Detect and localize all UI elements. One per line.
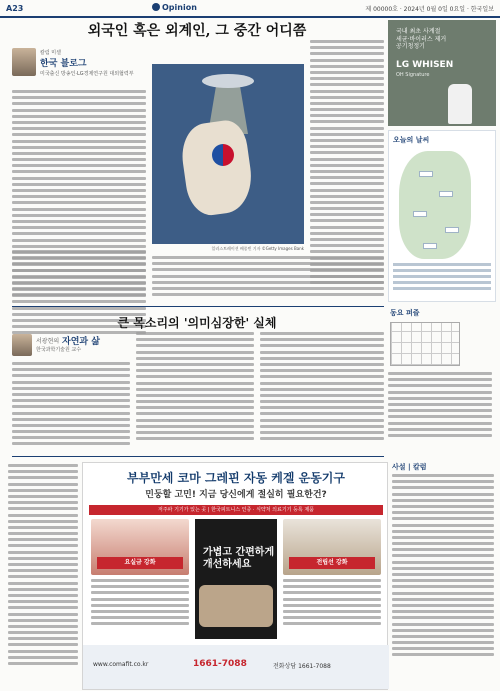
ad-phone-secondary: 전화상담 1661-7088 [273, 663, 331, 670]
article-2-body-col1 [12, 362, 130, 449]
page-header [0, 0, 500, 18]
page-number: A23 [6, 4, 24, 13]
author-2-desc: 한국과학기술원 교수 [36, 347, 82, 353]
ad-subhead: 민둥할 고민! 지금 당신에게 절실히 필요한건? [145, 490, 327, 500]
ad-product-text: 가볍고 간편하게 개선하세요 [203, 547, 275, 570]
section-divider-2 [12, 456, 384, 457]
author-2-photo [12, 334, 32, 356]
taegeuk-icon [212, 144, 234, 166]
author-2-name: 자연과 삶 [62, 337, 100, 347]
image-caption: 일러스트레이션 배종빈 기자 ©Getty Images Bank [211, 246, 304, 251]
left-column-text [8, 464, 78, 668]
ad-website[interactable]: www.comafit.co.kr [93, 661, 149, 668]
date-line: 제 00000호 · 2024년 0월 0일 0요일 · 한국일보 [365, 6, 494, 13]
puzzle-box [388, 306, 496, 452]
author-name: 한국 블로그 [40, 59, 87, 69]
ad-footer [83, 645, 389, 689]
author-2-label: 서광현의 [36, 338, 60, 345]
lg-ad-copy: 국내 최초 사계절 세균·바이러스 제거 공기청정기 [396, 28, 447, 50]
article-1-title[interactable]: 외국인 혹은 외계인, 그 중간 어디쯤 [87, 23, 307, 39]
article-1-body-col1 [12, 90, 146, 338]
puzzle-grid [390, 322, 460, 366]
lg-ad-sub: OH Signature [396, 72, 430, 78]
ad-headline: 부부만세 코마 그레핀 자동 케겔 운동기구 [127, 471, 345, 485]
section-label: Opinion [152, 3, 197, 12]
ad-left-button[interactable]: 요실금 강화 [97, 557, 183, 569]
section-divider [12, 306, 384, 307]
article-2-body-col3 [260, 332, 384, 443]
article-2-title[interactable]: 큰 목소리의 '의미심장한' 실체 [117, 316, 277, 330]
weather-table [393, 263, 491, 293]
ad-right-text [283, 579, 381, 629]
author-photo [12, 48, 36, 76]
weather-box [388, 130, 496, 302]
article-1-body-tail [152, 256, 384, 299]
right-column-text [392, 474, 494, 660]
article-1-body-col1b [12, 250, 146, 300]
ad-left-text [91, 579, 189, 629]
lg-ad-brand: LG WHISEN [396, 60, 454, 70]
ad-phone[interactable]: 1661-7088 [193, 659, 247, 669]
puzzle-text [388, 372, 492, 437]
bottom-right-title: 사설 | 칼럼 [392, 463, 427, 471]
air-purifier-image [448, 84, 472, 124]
ad-product-image [199, 585, 273, 627]
article-illustration [152, 64, 304, 244]
ad-product-panel [195, 519, 277, 639]
article-2-body-col2 [136, 332, 254, 443]
lg-ad[interactable] [388, 20, 496, 126]
ufo-icon [202, 74, 254, 88]
article-1-body-col3 [310, 40, 384, 288]
author-desc: 미국출신 방송인·LG경제연구원 대외협력부 [40, 71, 134, 77]
puzzle-title: 동요 퍼즐 [390, 309, 420, 317]
author-label: 칼럼 미셸 [40, 50, 61, 56]
ad-strip: 저주파 기기가 있는 곳 | 한국피트니스 인증 · 식약처 의료기기 등록 제품 [89, 505, 383, 515]
coma-ad[interactable] [82, 462, 388, 690]
section-dot-icon [152, 3, 160, 11]
weather-title: 오늘의 날씨 [393, 136, 430, 144]
ad-right-button[interactable]: 전립선 강화 [289, 557, 375, 569]
